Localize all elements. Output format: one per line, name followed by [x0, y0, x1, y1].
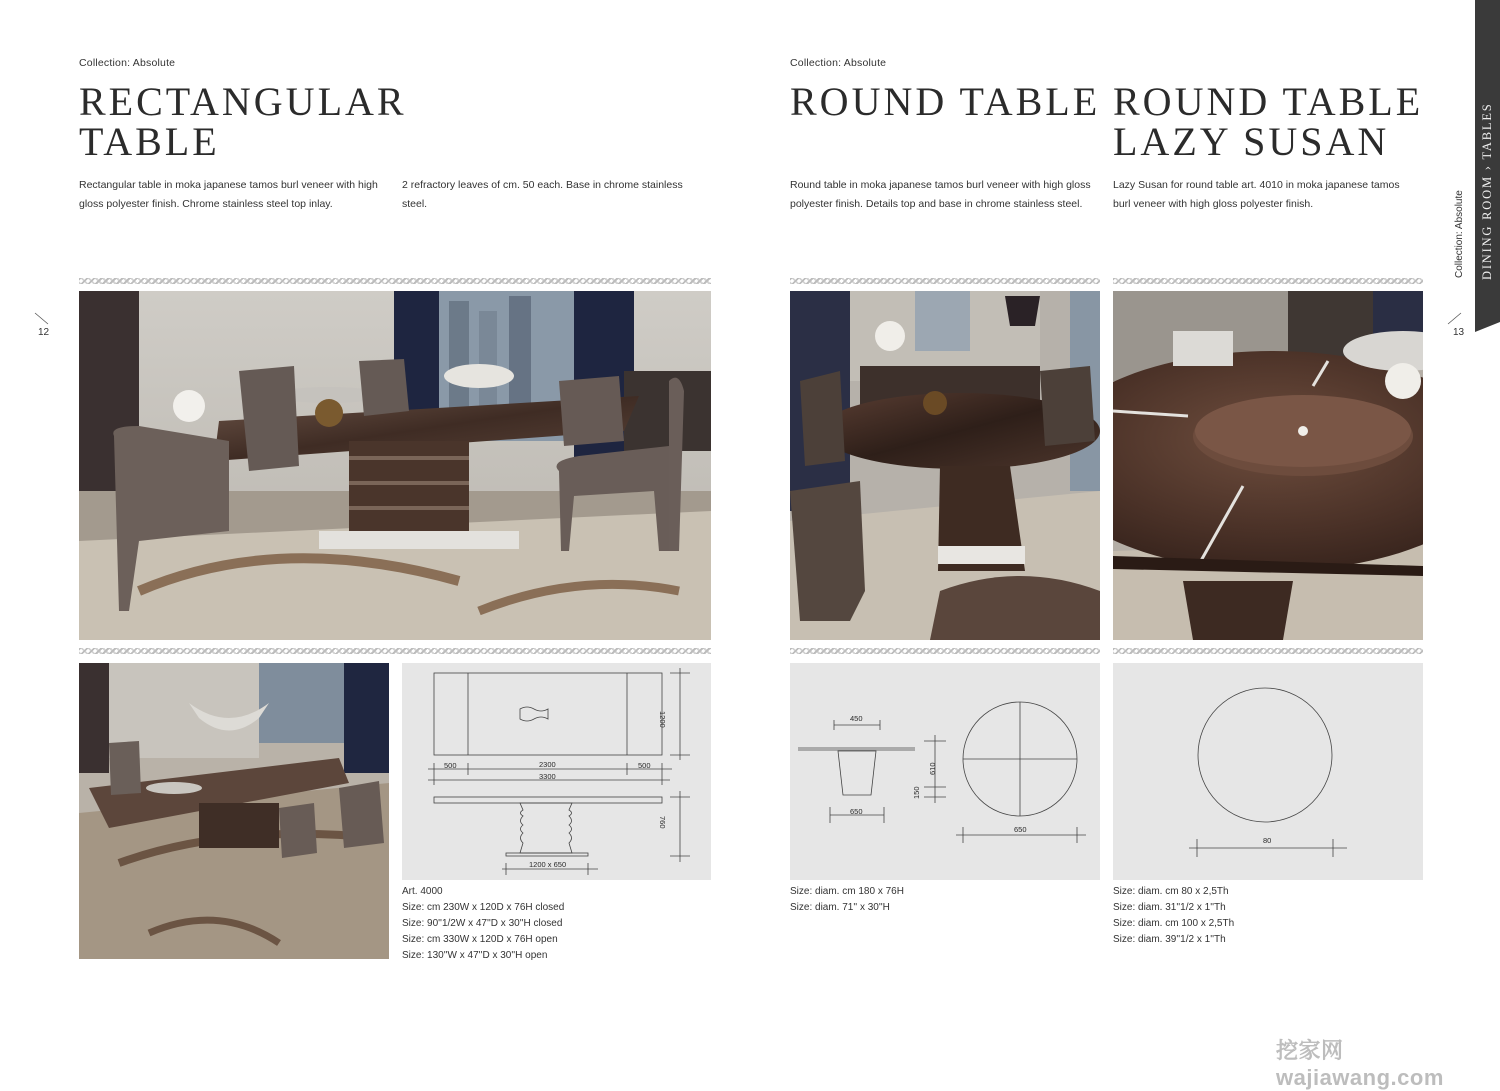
decorative-border [790, 648, 1100, 654]
lazy-susan-title-line1: ROUND TABLE [1113, 79, 1424, 124]
decorative-border [1113, 278, 1423, 284]
lazy-susan-photo [1113, 291, 1423, 640]
decorative-border [79, 278, 711, 284]
subsection-name: TABLES [1480, 102, 1494, 160]
collection-label: Collection: Absolute [79, 57, 176, 69]
specs-list [402, 884, 564, 964]
lazy-susan-specs [1113, 884, 1234, 948]
collection-label: Collection: Absolute [790, 57, 887, 69]
rectangular-table-technical-drawing [402, 663, 711, 880]
page-corner-mark [34, 312, 50, 326]
spec-line: Art. 4000 [402, 886, 443, 897]
spec-line: Size: diam. cm 80 x 2,5Th [1113, 886, 1229, 897]
dim-label: 500 [638, 761, 651, 770]
watermark: 挖家网 wajiawang.com [1276, 1038, 1444, 1090]
lazy-susan-title-line2: LAZY SUSAN [1113, 119, 1390, 164]
description-col2: 2 refractory leaves of cm. 50 each. Base in chrome stainless steel. [402, 179, 683, 210]
dim-label: 1200 x 650 [529, 860, 567, 869]
page-title-line2: TABLE [79, 119, 220, 164]
rectangular-table-photo-overhead [79, 663, 389, 959]
dim-label: 1200 [658, 711, 667, 728]
decorative-border [1113, 648, 1423, 654]
section-name: DINING ROOM [1480, 175, 1494, 280]
decorative-border [79, 648, 711, 654]
spec-line: Size: cm 330W x 120D x 76H open [402, 934, 558, 945]
spec-line: Size: diam. 71'' x 30''H [790, 902, 890, 913]
spec-line: Size: cm 230W x 120D x 76H closed [402, 902, 565, 913]
dim-label: 650 [850, 807, 863, 816]
round-table-description: Round table in moka japanese tamos burl veneer with high gloss polyester finish. Details top and base in chrome stainless steel. [790, 179, 1091, 210]
dim-label: 2300 [539, 760, 556, 769]
round-table-title: ROUND TABLE [790, 79, 1101, 124]
dim-label: 650 [1014, 825, 1027, 834]
dim-label: 760 [658, 816, 667, 829]
lazy-susan-technical-drawing [1113, 663, 1423, 880]
description-col1: Rectangular table in moka japanese tamos burl veneer with high gloss polyester finish. Chrome stainless steel top inlay. [79, 179, 378, 210]
rectangular-table-photo [79, 291, 711, 640]
dim-label: 610 [928, 762, 937, 775]
round-table-technical-drawing [790, 663, 1100, 880]
spec-line: Size: diam. 39''1/2 x 1''Th [1113, 934, 1226, 945]
round-table-photo [790, 291, 1100, 640]
lazy-susan-description: Lazy Susan for round table art. 4010 in moka japanese tamos burl veneer with high gloss polyester finish. [1113, 179, 1400, 210]
page-number: 12 [38, 327, 50, 338]
sidebar-collection-label: Collection: Absolute [1454, 190, 1465, 278]
dim-label: 450 [850, 714, 863, 723]
dim-label: 3300 [539, 772, 556, 781]
spec-line: Size: diam. cm 100 x 2,5Th [1113, 918, 1235, 929]
page-number: 13 [1453, 327, 1465, 338]
section-tab-tip [1475, 322, 1500, 332]
spec-line: Size: 90''1/2W x 47''D x 30''H closed [402, 918, 563, 929]
dim-label: 500 [444, 761, 457, 770]
round-table-specs [790, 884, 904, 916]
decorative-border [790, 278, 1100, 284]
dim-label: 80 [1263, 836, 1272, 845]
section-label [1480, 102, 1495, 280]
breadcrumb-separator: › [1480, 164, 1494, 171]
page-corner-mark [1447, 312, 1463, 326]
spec-line: Size: diam. 31''1/2 x 1''Th [1113, 902, 1226, 913]
page-title-line1: RECTANGULAR [79, 79, 407, 124]
dim-label: 150 [912, 786, 921, 799]
spec-line: Size: diam. cm 180 x 76H [790, 886, 904, 897]
spec-line: Size: 130''W x 47''D x 30''H open [402, 950, 548, 961]
